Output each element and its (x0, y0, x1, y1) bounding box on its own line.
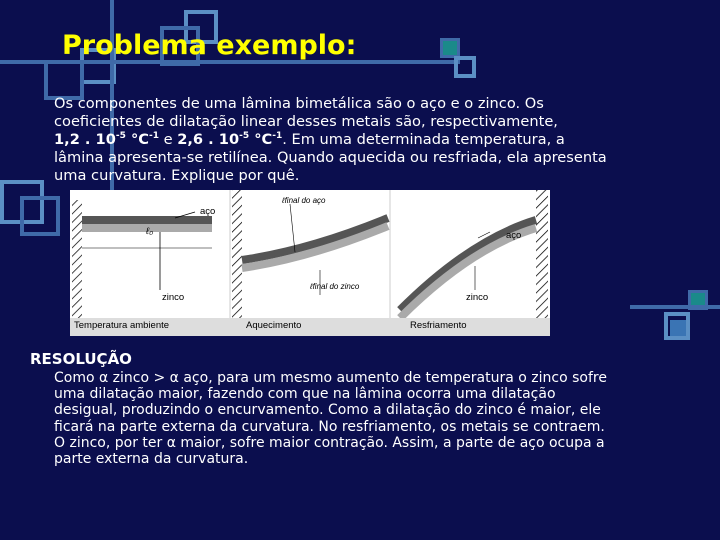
problem-statement: Os componentes de uma lâmina bimetálica são o aço e o zinco. Os coeficientes de dilatação linear desses metais são, respectivamente, 1,2 . $10^{-5}$ $^\circ C^{-1}$ e 2,6 . $10^{-5}$ $^\circ C^{-1}$. Em uma determinada temperatura, a lâmina apresenta-se retilínea. Quando aquecida ou resfriada, ela apresenta uma curvatura. Explique por quê. (54, 95, 607, 184)
panel-label-cooling: Resfriamento (410, 320, 467, 331)
label-lfinal-zinco: ℓfinal do zinco (310, 282, 360, 291)
deco-square (44, 60, 84, 100)
deco-line (630, 305, 720, 309)
deco-square (20, 196, 60, 236)
label-zinco-3: zinco (466, 292, 489, 303)
coefficient-aco: 1,2 . $10^{-5}$ $^\circ C^{-1}$ (54, 131, 159, 148)
slide-title: Problema exemplo: (62, 30, 357, 61)
resolution-heading: RESOLUÇÃO (30, 350, 132, 368)
panel-cooling (390, 190, 550, 336)
coefficient-zinco: 2,6 . $10^{-5}$ $^\circ C^{-1}$ (177, 131, 283, 148)
label-lfinal-aco: ℓfinal do aço (282, 196, 326, 205)
panel-label-ambient: Temperatura ambiente (74, 320, 170, 331)
label-aco-1: aço (200, 206, 216, 217)
label-zinco-1: zinco (162, 292, 185, 303)
label-aco-3: aço (506, 230, 522, 241)
panel-ambient (70, 200, 230, 336)
panel-heating (230, 190, 390, 336)
figure-svg (70, 190, 550, 336)
deco-square (440, 38, 460, 58)
intro-text-cont: . Em uma determinada temperatura, a lâmina apresenta-se retilínea. Quando aquecida ou resfriada, ela apresenta uma curvatura. Explique por quê. (54, 131, 607, 184)
deco-square (454, 56, 476, 78)
deco-square (664, 312, 690, 340)
bimetallic-strip-figure (70, 190, 550, 336)
label-l0: ℓ₀ (146, 226, 154, 237)
intro-text: Os componentes de uma lâmina bimetálica são o aço e o zinco. Os coeficientes de dilatação linear desses metais são, respectivamente, (54, 95, 558, 130)
resolution-text: Como α zinco > α aço, para um mesmo aumento de temperatura o zinco sofre uma dilatação maior, fazendo com que na lâmina ocorra uma dilatação desigual, produzindo o encurvamento. Como a dilatação do zinco é maior, ele ficará na parte externa da curvatura. No resfriamento, os metais se contraem. O zinco, por ter α maior, sofre maior contração. Assim, a parte de aço ocupa a parte externa da curvatura. (54, 370, 607, 468)
panel-label-heating: Aquecimento (246, 320, 302, 331)
